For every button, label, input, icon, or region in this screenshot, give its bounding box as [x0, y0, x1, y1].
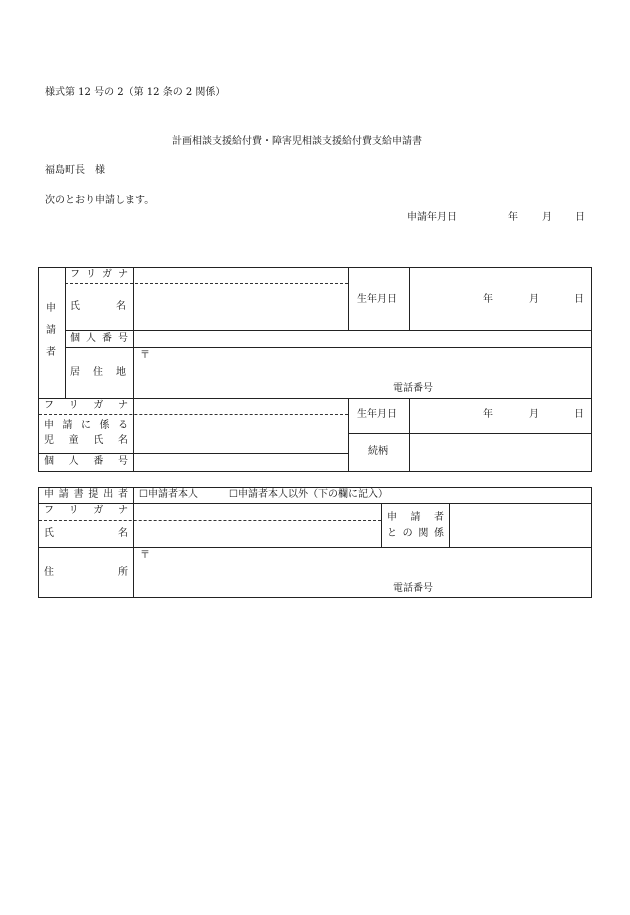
- document-title: 計画相談支援給付費・障害児相談支援給付費支給申請書: [172, 136, 422, 147]
- addressee: 福島町長 様: [45, 165, 105, 176]
- name-label: 氏 名: [70, 301, 126, 312]
- relation-label-line1: 申 請 者: [387, 512, 444, 523]
- intro-text: 次のとおり申請します。: [45, 195, 155, 206]
- apply-date-day: 日: [575, 212, 585, 223]
- birth-year: 年: [483, 294, 493, 305]
- submitter-phone-label: 電話番号: [393, 583, 433, 594]
- apply-date-year: 年: [508, 212, 518, 223]
- phone-label: 電話番号: [393, 383, 433, 394]
- postal-mark: 〒: [140, 350, 150, 361]
- child-label-line1: 申 請 に 係 る: [44, 420, 128, 431]
- child-birth-date-label: 生年月日: [357, 409, 397, 420]
- birth-date-label: 生年月日: [357, 294, 397, 305]
- submitter-self-checkbox[interactable]: ☐申請者本人: [139, 489, 198, 500]
- child-personal-number-label: 個 人 番 号: [44, 456, 128, 467]
- submitter-name-label: 氏 名: [44, 528, 128, 539]
- submitter-address-label: 住 所: [44, 567, 128, 578]
- submitter-postal-mark: 〒: [140, 550, 150, 561]
- address-label: 居 住 地: [70, 367, 126, 378]
- submitter-furigana-label: フ リ ガ ナ: [44, 505, 128, 516]
- birth-day: 日: [574, 294, 584, 305]
- applicant-side-label: [45, 304, 57, 358]
- submitter-label: 申 請 書 提 出 者: [44, 489, 128, 500]
- apply-date-label: 申請年月日: [407, 212, 457, 223]
- birth-month: 月: [529, 294, 539, 305]
- child-furigana-label: フ リ ガ ナ: [44, 400, 128, 411]
- form-number: 様式第 12 号の 2（第 12 条の 2 関係）: [45, 87, 226, 98]
- furigana-label: フ リ ガ ナ: [70, 269, 128, 280]
- applicant-side-char: 者: [46, 347, 56, 358]
- applicant-side-char: 申: [46, 303, 56, 314]
- child-birth-year: 年: [483, 409, 493, 420]
- relation-label-line2: と の 関 係: [387, 528, 444, 539]
- submitter-other-checkbox[interactable]: ☐申請者本人以外（下の欄に記入）: [229, 489, 388, 500]
- child-birth-day: 日: [574, 409, 584, 420]
- child-label-line2: 児 童 氏 名: [44, 435, 128, 446]
- relationship-label: 続柄: [368, 446, 388, 457]
- personal-number-label: 個 人 番 号: [70, 333, 128, 344]
- applicant-side-char: 請: [46, 325, 56, 336]
- child-birth-month: 月: [529, 409, 539, 420]
- apply-date-month: 月: [542, 212, 552, 223]
